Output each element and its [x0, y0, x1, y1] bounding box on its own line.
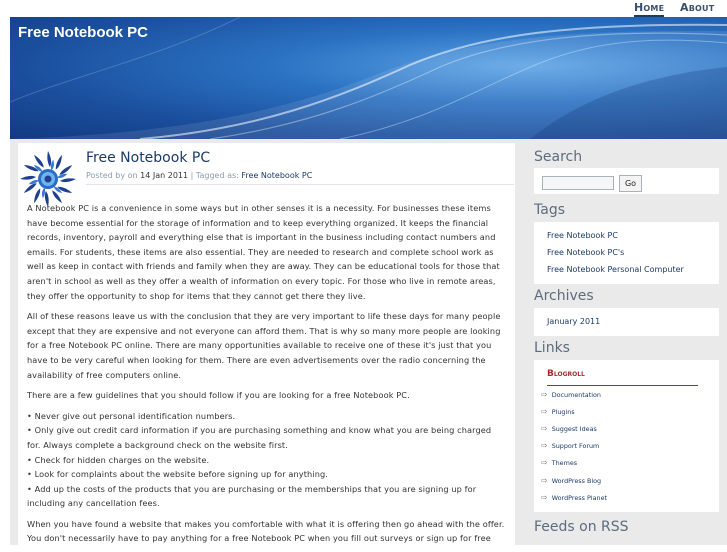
feeds-widget-title: Feeds on RSS: [534, 519, 629, 535]
list-item: • Only give out credit card information if you are purchasing something and know what you are being charged for. Always complete a background check on the website first.: [27, 425, 492, 450]
arrow-right-icon: ⇨: [541, 476, 548, 485]
nav-home-link[interactable]: Home: [634, 0, 664, 17]
site-title[interactable]: Free Notebook PC: [18, 24, 149, 41]
blogroll-label: WordPress Planet: [551, 494, 608, 502]
search-widget-title: Search: [534, 149, 583, 165]
blogroll-label: Plugins: [551, 408, 575, 416]
post-category-link[interactable]: Free Notebook PC: [241, 171, 313, 180]
arrow-right-icon: ⇨: [541, 441, 548, 450]
post-meta: [86, 171, 312, 180]
blogroll-item[interactable]: [541, 493, 607, 502]
search-input[interactable]: [542, 176, 614, 190]
blogroll-item[interactable]: [541, 458, 577, 467]
list-item: • Check for hidden charges on the website.: [27, 454, 210, 465]
site-header: [10, 17, 727, 139]
arrow-right-icon: ⇨: [541, 390, 548, 399]
search-go-button[interactable]: Go: [619, 175, 642, 192]
blogroll-item[interactable]: [541, 390, 601, 399]
blogroll-label: WordPress Blog: [551, 477, 602, 485]
blogroll-title: Blogroll: [547, 369, 585, 379]
post-paragraph: All of these reasons leave us with the conclusion that they are very important to life these days for many people except that they are expensive and not everyone can afford them. That is why so many more people are looking for a free Notebook PC online. There are many opportunities available to receive one of these it's just that you have to be very careful when looking for them. There are even advertisements over the radio concerning the availability of free computers online.: [27, 311, 501, 380]
list-item: • Add up the costs of the products that you are purchasing or the memberships that you are signing up for including any cancellation fees.: [27, 483, 477, 509]
tags-widget-title: Tags: [534, 202, 565, 218]
meta-prefix: Posted by: [86, 171, 126, 180]
arrow-right-icon: ⇨: [541, 407, 548, 416]
blogroll-label: Support Forum: [551, 442, 600, 450]
blogroll-item[interactable]: [541, 441, 599, 450]
tag-link[interactable]: Free Notebook PC: [547, 231, 618, 240]
meta-divider: [86, 184, 514, 185]
post-paragraph: When you have found a website that makes you comfortable with what it is offering then go ahead with the offer. You don't necessarily have to pay anything for a free Notebook PC when you fill out surveys or sign up for free: [27, 518, 505, 544]
blogroll-item[interactable]: [541, 424, 597, 433]
tag-link[interactable]: Free Notebook Personal Computer: [547, 265, 684, 274]
left-margin: [0, 17, 10, 545]
links-widget-title: Links: [534, 340, 570, 356]
arrow-right-icon: ⇨: [541, 424, 548, 433]
top-navigation: [0, 0, 727, 17]
blue-sun-swirl-icon: [19, 150, 77, 208]
blogroll-label: Themes: [551, 459, 578, 467]
arrow-right-icon: ⇨: [541, 458, 548, 467]
list-item: • Never give out personal identification numbers.: [27, 410, 236, 421]
post-body: [27, 201, 507, 552]
meta-on: on: [127, 171, 138, 180]
blogroll-divider: [547, 385, 698, 386]
list-item: • Look for complaints about the website before signing up for anything.: [27, 469, 328, 480]
blogroll-label: Documentation: [551, 391, 601, 399]
archive-link[interactable]: January 2011: [547, 317, 601, 326]
meta-tagged: | Tagged as:: [190, 171, 239, 180]
blogroll-label: Suggest Ideas: [551, 425, 597, 433]
arrow-right-icon: ⇨: [541, 493, 548, 502]
archives-widget-title: Archives: [534, 288, 594, 304]
post-paragraph: A Notebook PC is a convenience in some ways but in other senses it is a necessity. For businesses these items have become essential for the storage of information and to keep everything organized. It keeps the financial records, inventory, payroll and everything else that is important in the business including contact numbers and emails. For students, these items are also essential. They are needed to research and complete school work as well as keep in contact with friends and family when they are away. They can be educational tools for those that aren't in school as well as they offer a wealth of information on every topic. For those who live in remote areas, they offer the opportunity to shop for items that they cannot get there they live.: [27, 203, 500, 301]
tag-link[interactable]: Free Notebook PC's: [547, 248, 625, 257]
blogroll-item[interactable]: [541, 476, 601, 485]
blogroll-item[interactable]: [541, 407, 575, 416]
post-date: 14 Jan 2011: [140, 171, 189, 180]
post-paragraph: There are a few guidelines that you should follow if you are looking for a free Notebook PC.: [27, 390, 410, 401]
post-title[interactable]: Free Notebook PC: [86, 150, 211, 166]
links-widget-box: [534, 360, 719, 512]
nav-about-link[interactable]: About: [680, 1, 715, 14]
